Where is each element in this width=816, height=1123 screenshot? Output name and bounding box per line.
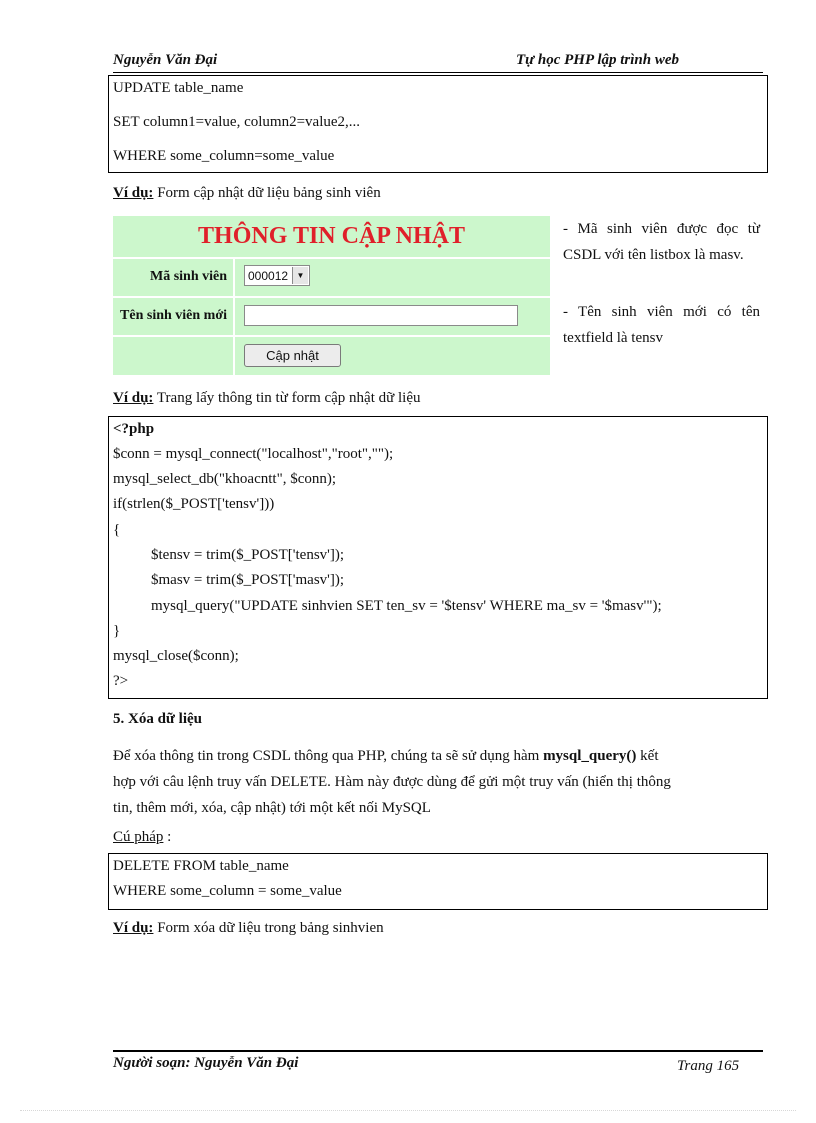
code-line: } (113, 623, 121, 639)
paragraph-line: hợp với câu lệnh truy vấn DELETE. Hàm này được dùng để gửi một truy vấn (hiển thị thông (113, 774, 671, 790)
example-text: Form cập nhật dữ liệu bảng sinh viên (153, 185, 381, 201)
masv-label: Mã sinh viên (149, 269, 227, 284)
example1-caption (113, 185, 381, 202)
code-line: if(strlen($_POST['tensv'])) (113, 496, 275, 512)
code-line: WHERE some_column = some_value (113, 883, 342, 899)
code-line: ?> (113, 673, 129, 689)
header-divider (113, 72, 763, 73)
syntax-caption (113, 829, 171, 846)
paragraph-line (113, 743, 763, 769)
update-syntax-box (108, 75, 768, 173)
page-number: Trang 165 (677, 1058, 740, 1074)
code-line: $conn = mysql_connect("localhost","root",""); (113, 446, 394, 462)
delete-syntax-box (108, 853, 768, 910)
code-line: $tensv = trim($_POST['tensv']); (151, 547, 345, 563)
example-label: Ví dụ: (113, 920, 154, 936)
syntax-label: Cú pháp (113, 829, 164, 845)
php-code-box (108, 416, 768, 699)
header-author: Nguyễn Văn Đại (113, 52, 218, 68)
form-title: THÔNG TIN CẬP NHẬT (198, 223, 465, 249)
page-edge-dotted-line (20, 1110, 796, 1111)
footer-divider (113, 1050, 763, 1052)
masv-label-cell (113, 259, 233, 296)
masv-select-value: 000012 (248, 269, 289, 283)
section-paragraph (113, 743, 763, 821)
masv-select[interactable] (244, 265, 310, 286)
function-name: mysql_query() (543, 748, 637, 764)
example3-caption (113, 920, 384, 937)
syntax-suffix: : (163, 829, 172, 845)
side-note-masv (563, 216, 760, 268)
side-note-text: - Tên sinh viên mới có tên textfield là tensv (563, 304, 760, 346)
update-button[interactable]: Cập nhật (244, 344, 341, 367)
chevron-down-icon[interactable]: ▼ (292, 267, 308, 284)
form-title-cell (113, 216, 550, 257)
tensv-input[interactable] (244, 305, 518, 326)
paragraph-text: kết (636, 748, 659, 764)
code-line: mysql_select_db("khoacntt", $conn); (113, 471, 337, 487)
code-line: $masv = trim($_POST['masv']); (151, 572, 345, 588)
example-label: Ví dụ: (113, 390, 154, 406)
submit-label-cell (113, 337, 233, 375)
example-text: Trang lấy thông tin từ form cập nhật dữ liệu (153, 390, 421, 406)
code-line: UPDATE table_name (113, 80, 244, 96)
code-line: { (113, 522, 121, 538)
side-note-text: - Mã sinh viên được đọc từ CSDL với tên listbox là masv. (563, 221, 760, 263)
tensv-label: Tên sinh viên mới (120, 308, 227, 323)
code-line: DELETE FROM table_name (113, 858, 289, 874)
code-line: SET column1=value, column2=value2,... (113, 114, 361, 130)
example2-caption (113, 390, 421, 407)
example-text: Form xóa dữ liệu trong bảng sinhvien (153, 920, 384, 936)
code-line: mysql_query("UPDATE sinhvien SET ten_sv = '$tensv' WHERE ma_sv = '$masv'"); (151, 598, 662, 614)
code-line-php-open: <?php (113, 421, 155, 437)
paragraph-line: tin, thêm mới, xóa, cập nhật) tới một kết nối MySQL (113, 800, 431, 816)
example-label: Ví dụ: (113, 185, 154, 201)
code-line: mysql_close($conn); (113, 648, 239, 664)
code-line: WHERE some_column=some_value (113, 148, 335, 164)
side-note-tensv (563, 299, 760, 351)
tensv-label-cell (113, 298, 233, 335)
paragraph-text: Để xóa thông tin trong CSDL thông qua PHP, chúng ta sẽ sử dụng hàm (113, 748, 544, 764)
section-heading: 5. Xóa dữ liệu (113, 711, 203, 727)
header-title: Tự học PHP lập trình web (516, 52, 680, 68)
footer-author: Người soạn: Nguyễn Văn Đại (113, 1055, 299, 1071)
